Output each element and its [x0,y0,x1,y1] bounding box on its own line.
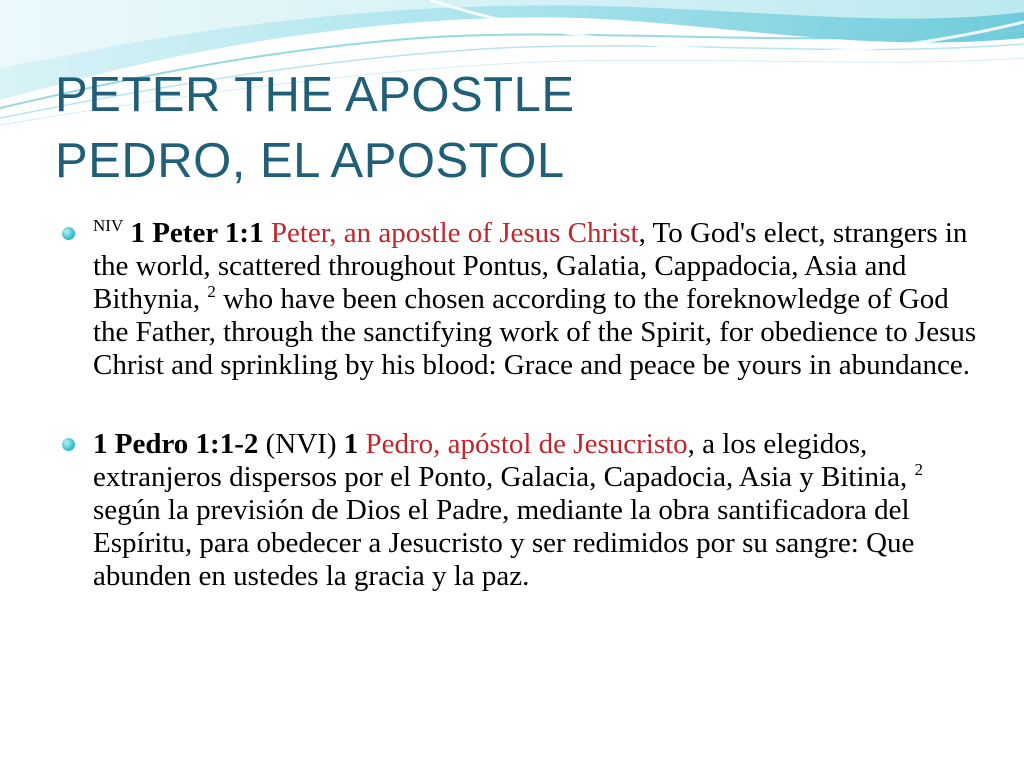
verse-number: 2 [207,282,216,301]
bullet-icon [62,438,75,451]
verse-text: , To God's elect, strangers in the world, scattered throughout Pontus, Galatia, Cappadocia, Asia and Bithynia, [93,217,968,315]
highlighted-phrase: Pedro, apóstol de Jesucristo [365,428,688,460]
version-label: (NVI) [258,428,344,460]
highlighted-phrase: Peter, an apostle of Jesus Christ [270,217,639,249]
bullet-english-verse [62,217,982,382]
verse-reference: 1 Pedro 1:1-2 [93,428,259,460]
verse-text-continued: who have been chosen according to the foreknowledge of God the Father, through the sanctifying work of the Spirit, for obedience to Jesus Christ and sprinkling by his blood: Grace and peace be yours in abundance. [93,283,977,381]
title-line-spanish: PEDRO, EL APOSTOL [55,134,565,188]
verse-number: 1 [343,428,359,460]
verse-reference: 1 Peter 1:1 [130,217,264,249]
bullet-icon [62,227,75,240]
bullet-spanish-verse [62,428,982,593]
content-area [62,217,982,639]
verse-text-continued: según la previsión de Dios el Padre, mediante la obra santificadora del Espíritu, para obedecer a Jesucristo y ser redimidos por su sangre: Que abunden en ustedes la gracia y la paz. [93,494,915,592]
title-line-english: PETER THE APOSTLE [55,68,575,122]
verse-text: , a los elegidos, extranjeros dispersos por el Ponto, Galacia, Capadocia, Asia y Bitinia, [93,428,915,493]
version-label: NIV [93,216,124,235]
slide-title [55,62,575,194]
verse-number: 2 [914,460,923,479]
